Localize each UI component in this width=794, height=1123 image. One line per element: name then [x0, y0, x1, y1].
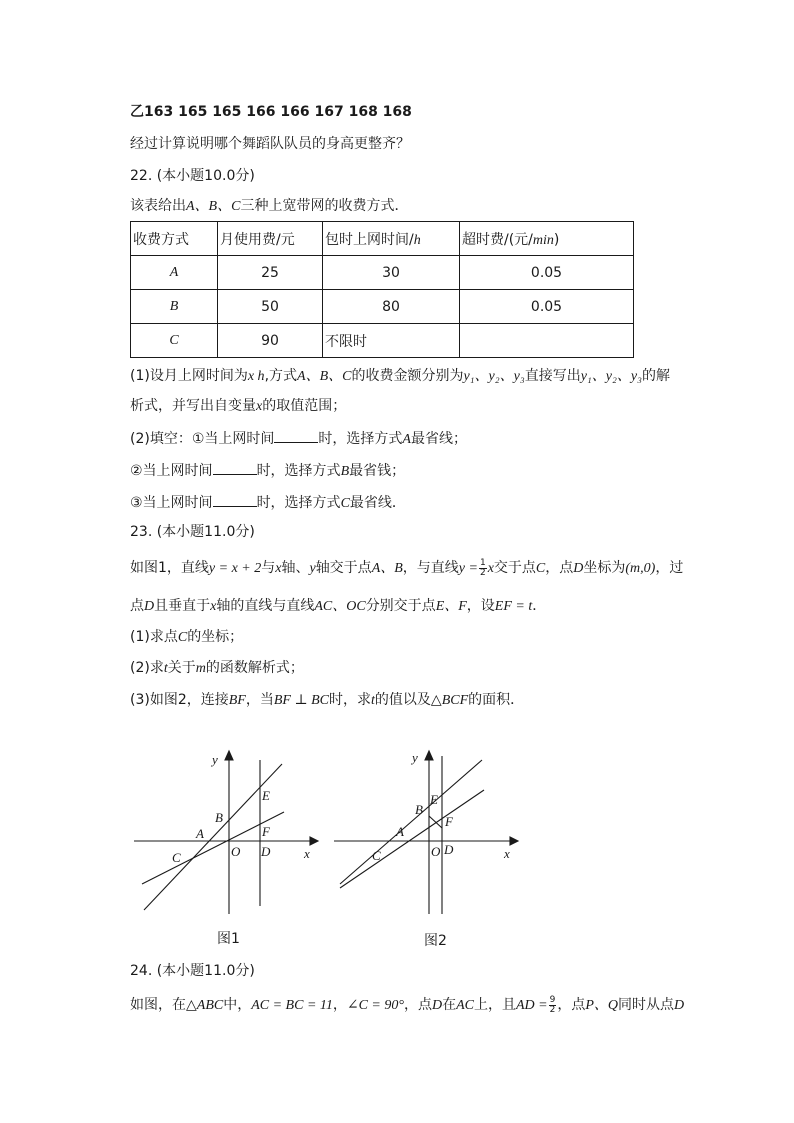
label-a: A — [396, 824, 404, 839]
q23-part3: (3)如图2，连接BF，当BF ⊥ BC时，求t的值以及△BCF的面积． — [130, 692, 525, 708]
x-axis-arrow-icon — [510, 837, 518, 845]
q22-header: 22. (本小题10.0分) — [130, 168, 255, 184]
q22-intro: 该表给出A、B、C三种上宽带网的收费方式． — [130, 198, 409, 214]
figure-1-caption: 图1 — [217, 931, 240, 947]
fraction-nine-halves: $\frac{9}{2}$ — [549, 994, 556, 1015]
answer-blank — [213, 460, 257, 475]
label-x: x — [304, 846, 310, 861]
q23-line1: 如图1，直线y = x + 2与x轴、y轴交于点A、B，与直线y = $\frac{1}{2}$ x交于点C，点D坐标为(m,0)，过 — [130, 557, 684, 578]
fraction-one-half: $\frac{1}{2}$ — [479, 557, 486, 578]
table-header: 月使用费/元 — [218, 222, 323, 256]
table-cell: 50 — [218, 290, 323, 324]
table-cell — [460, 324, 634, 358]
y-axis-arrow-icon — [225, 751, 233, 760]
q22-part4: ③当上网时间 时，选择方式C最省线． — [130, 492, 406, 514]
label-x: x — [504, 846, 510, 861]
q23-part1: (1)求点C的坐标； — [130, 629, 244, 645]
label-f: F — [445, 814, 453, 829]
label-b: B — [215, 810, 223, 825]
line-oc — [340, 790, 484, 888]
q24-line1: 如图，在△ABC中，AC = BC = 11，∠C = 90°，点D在AC上，且AD = $\frac{9}{2}$ ，点P、Q同时从点D — [130, 994, 685, 1015]
q23-part2: (2)求t关于m的函数解析式； — [130, 660, 304, 676]
table-header-row — [131, 222, 634, 256]
table-row — [131, 256, 634, 290]
label-a: A — [196, 826, 204, 841]
table-cell: A — [131, 256, 218, 290]
y-axis-arrow-icon — [425, 751, 433, 760]
figure-1 — [130, 748, 320, 922]
figure-2-caption: 图2 — [424, 933, 447, 949]
label-y: y — [412, 750, 418, 765]
label-d: D — [261, 844, 271, 859]
q22-part1: (1)设月上网时间为x h,方式A、B、C的收费金额分别为y₁、y₂、y₃直接写出y₁、y₂、y₃的解 — [130, 368, 670, 384]
fee-table — [130, 221, 634, 358]
q24-header: 24. (本小题11.0分) — [130, 963, 255, 979]
table-cell: 不限时 — [323, 324, 460, 358]
figure-2 — [330, 748, 520, 922]
q23-line2: 点D且垂直于x轴的直线与直线AC、OC分别交于点E、F，设EF = t． — [130, 598, 547, 614]
label-d: D — [444, 842, 454, 857]
label-f: F — [262, 824, 270, 839]
table-cell: 80 — [323, 290, 460, 324]
table-cell: 0.05 — [460, 256, 634, 290]
table-cell: 25 — [218, 256, 323, 290]
table-cell: 30 — [323, 256, 460, 290]
table-row — [131, 324, 634, 358]
answer-blank — [213, 492, 257, 507]
label-o: O — [231, 844, 241, 859]
q22-part1-cont: 析式，并写出自变量x的取值范围； — [130, 398, 347, 414]
label-e: E — [430, 792, 438, 807]
q23-header: 23. (本小题11.0分) — [130, 524, 255, 540]
table-cell: 90 — [218, 324, 323, 358]
answer-blank — [274, 428, 318, 443]
label-e: E — [262, 788, 270, 803]
table-cell: 0.05 — [460, 290, 634, 324]
question-text: 经过计算说明哪个舞蹈队队员的身高更整齐？ — [130, 136, 410, 152]
label-c: C — [372, 848, 381, 863]
label-c: C — [172, 850, 181, 865]
table-cell: B — [131, 290, 218, 324]
q22-part3: ②当上网时间 时，选择方式B最省钱； — [130, 460, 405, 482]
table-cell: C — [131, 324, 218, 358]
q22-part2: (2)填空：①当上网时间 时，选择方式A最省线； — [130, 428, 467, 450]
data-line-yi: 乙163 165 165 166 166 167 168 168 — [130, 104, 412, 120]
label-b: B — [415, 802, 423, 817]
table-header: 收费方式 — [131, 222, 218, 256]
table-header: 包时上网时间/h — [323, 222, 460, 256]
label-y: y — [212, 752, 218, 767]
x-axis-arrow-icon — [310, 837, 318, 845]
line-ac — [340, 760, 482, 884]
label-o: O — [431, 844, 441, 859]
table-row — [131, 290, 634, 324]
table-header: 超时费/(元/min) — [460, 222, 634, 256]
